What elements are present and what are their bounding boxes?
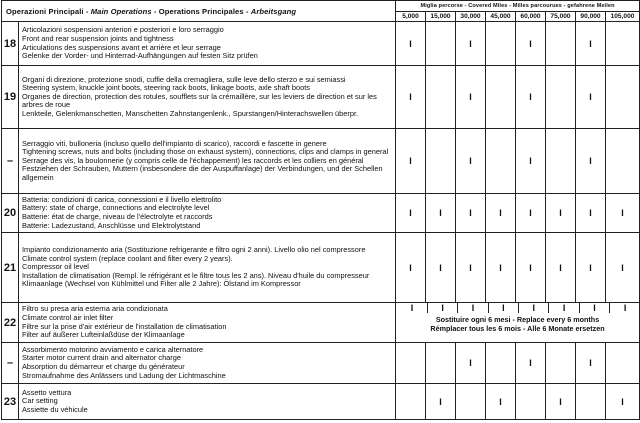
inspection-mark: I [576,22,606,66]
inspection-mark: I [576,343,606,384]
description-line: Front and rear suspension joints and tightness [22,33,174,43]
row-number: 18 [2,22,19,66]
table-row [2,343,640,384]
mileage-header-cell: 5,000 [396,12,426,22]
description-line: Compressor oil level [22,262,89,272]
row-number: 22 [2,303,19,343]
inspection-mark: I [426,233,456,303]
mileage-header-cell: 45,000 [486,12,516,22]
inspection-mark [396,384,426,420]
inspection-mark [606,343,640,384]
inspection-mark [546,22,576,66]
inspection-mark: I [456,233,486,303]
inspection-mark: I [396,233,426,303]
description-line: Batterie: Ladezustand, Anschlüsse und Elektrolytstand [22,220,201,230]
inspection-mark [606,66,640,129]
inspection-mark: I [576,233,606,303]
inspection-mark: I [516,343,546,384]
inspection-mark [546,343,576,384]
inspection-mark: I [606,233,640,303]
mileage-header-cell: 60,000 [516,12,546,22]
inspection-mark [606,22,640,66]
inspection-mark [516,384,546,420]
inspection-mark: I [456,22,486,66]
description-line: Organes de direction, protection des rotules, soufflets sur la crémaillère, sur les leviers de direction et sur les arbres de roue [22,91,377,110]
description-line: Impianto condizionamento aria (Sostituzione refrigerante e filtro ogni 2 anni). Livello olio nel compressore [22,245,366,255]
inspection-mark: I [519,303,549,313]
inspection-mark: I [396,22,426,66]
inspection-mark [546,66,576,129]
operations-title-en: Main Operations [90,6,152,16]
description-line: Car setting [22,396,58,406]
row-number: – [2,129,19,194]
row-number: 20 [2,194,19,233]
description-line: Steering system, knuckle joint boots, steering rack boots, linkage boots, axle shaft boots [22,83,310,93]
inspection-mark: I [486,233,516,303]
description-line: Gelenke der Vorder- und Hinterrad-Aufhängungen auf festen Sitz prüfen [22,51,258,61]
replacement-note-line2: Rémplacer tous les 6 mois - Alle 6 Monate ersetzen [430,324,605,333]
row-number: 19 [2,66,19,129]
inspection-mark: I [606,384,640,420]
inspection-mark: I [456,343,486,384]
inspection-mark: I [516,194,546,233]
description-line: Articulations des suspensions avant et arrière et leur serrage [22,42,221,52]
operation-description [19,384,396,420]
inspection-mark: I [516,22,546,66]
description-line: Stromaufnahme des Anlässers und Ladung der Lichtmaschine [22,370,226,380]
description-line: Climate control air inlet filter [22,312,114,322]
description-line: Absorption du démarreur et charge du générateur [22,362,185,371]
operations-header [2,1,396,22]
inspection-mark [396,343,426,384]
mileage-header-cell: 75,000 [546,12,576,22]
description-line: Serraggio viti, bulloneria (incluso quello dell'impianto di scarico), raccordi e fascette in genere [22,138,327,148]
table-row [2,233,640,303]
inspection-mark [426,343,456,384]
inspection-mark: I [516,66,546,129]
description-line: Articolazioni sospensioni anteriori e posteriori e loro serraggio [22,25,224,35]
maintenance-schedule-table [1,0,640,420]
operation-description [19,66,396,129]
inspection-mark: I [426,194,456,233]
inspection-mark: I [456,66,486,129]
inspection-mark: I [396,194,426,233]
table-row [2,66,640,129]
inspection-mark [486,129,516,194]
inspection-mark: I [576,194,606,233]
inspection-mark: I [456,129,486,194]
description-line: Climate control system (replace coolant and filter every 2 years). [22,253,233,263]
inspection-mark: I [488,303,518,313]
operation-description [19,233,396,303]
inspection-mark: I [546,384,576,420]
mileage-header-cell: 15,000 [426,12,456,22]
inspection-mark [426,129,456,194]
inspection-mark [426,66,456,129]
operation-description [19,303,396,343]
description-line: Serrage des vis, la boulonnerie (y compris celle de l'échappement) les raccords et les colliers en général [22,155,364,165]
inspection-mark: I [546,233,576,303]
description-line: Battery: state of charge, connections and electrolyte level [22,203,210,213]
inspection-mark: I [610,303,640,313]
table-row [2,303,640,343]
inspection-mark [486,66,516,129]
table-row [2,129,640,194]
inspection-mark [576,384,606,420]
row-number: 21 [2,233,19,303]
description-line: Assorbimento motorino avviamento e carica alternatore [22,344,204,354]
schedule-body [2,22,640,420]
inspection-mark: I [458,303,488,313]
inspection-mark: I [516,233,546,303]
mileage-header-cell: 90,000 [576,12,606,22]
description-line: Batteria: condizioni di carica, connessioni e il livello elettrolito [22,194,222,204]
mileage-header-cell: 30,000 [456,12,486,22]
description-line: Starter motor current drain and alternator charge [22,353,181,363]
inspection-mark: I [410,303,414,313]
replacement-note-cell [396,303,640,343]
inspection-mark: I [396,129,426,194]
inspection-mark [426,22,456,66]
table-row [2,384,640,420]
description-line: Filtre sur la prise d'air extérieur de l'installation de climatisation [22,321,227,331]
inspection-mark: I [426,384,456,420]
operation-description [19,194,396,233]
table-row [2,194,640,233]
description-line: Lenkteile, Gelenkmanschetten, Manschetten Zahnstangenlenk., Spurstangen/Hinterachswellen überpr. [22,108,359,118]
inspection-mark: I [576,66,606,129]
inspection-mark: I [456,194,486,233]
description-line: Batterie: état de charge, niveau de l'électrolyte et raccords [22,212,213,221]
inspection-mark: I [486,194,516,233]
inspection-mark: I [427,303,457,313]
description-line: Klimaanlage (Wechsel von Kühlmittel und Filter alle 2 Jahre): Ölstand im Kompressor [22,279,301,289]
inspection-mark: I [579,303,609,313]
operations-title-it: Operazioni Principali - [6,6,89,16]
description-line: Organi di direzione, protezione snodi, cuffie della cremagliera, sulle leve dello sterzo e sui semiassi [22,74,346,84]
inspection-mark [486,343,516,384]
description-line: Filter auf äußerer Lufteinlaßdüse der Klimaanlage [22,330,185,340]
operation-description [19,129,396,194]
description-line: Installation de climatisation (Rempl. le réfrigérant et le filtre tous les 2 ans). Niveau d'huile du compresseur [22,270,370,280]
operations-title-fr: - Operations Principales - [153,6,249,16]
description-line: Assiette du véhicule [22,404,88,414]
description-line: Assetto vettura [22,387,72,397]
inspection-mark: I [549,303,579,313]
inspection-mark: I [396,66,426,129]
inspection-mark: I [606,194,640,233]
description-line: Festziehen der Schrauben, Muttern (insbesondere die der Auspuffanlage) der Verbindungen, und der Schellen allgemein [22,164,383,182]
miles-header: Miglia percorse - Covered Miles - Milles parcourues - gefahrene Meilen [396,1,640,12]
row-number: 23 [2,384,19,420]
inspection-mark: I [546,194,576,233]
table-row [2,22,640,66]
mileage-header-cell: 105,000 [606,12,640,22]
description-line: Filtro su presa aria esterna aria condizionata [22,304,168,314]
description-line: Tightening screws, nuts and bolts (including those on exhaust system), connections, clips and clamps in general [22,147,389,157]
inspection-mark [546,129,576,194]
inspection-mark [606,129,640,194]
inspection-mark: I [576,129,606,194]
operation-description [19,22,396,66]
inspection-mark [486,22,516,66]
operations-title-de: Arbeitsgang [250,6,297,16]
row-number: – [2,343,19,384]
operation-description [19,343,396,384]
replacement-note-line1: Sostituire ogni 6 mesi - Replace every 6 months [435,315,600,324]
inspection-mark [456,384,486,420]
inspection-mark: I [486,384,516,420]
inspection-mark: I [516,129,546,194]
